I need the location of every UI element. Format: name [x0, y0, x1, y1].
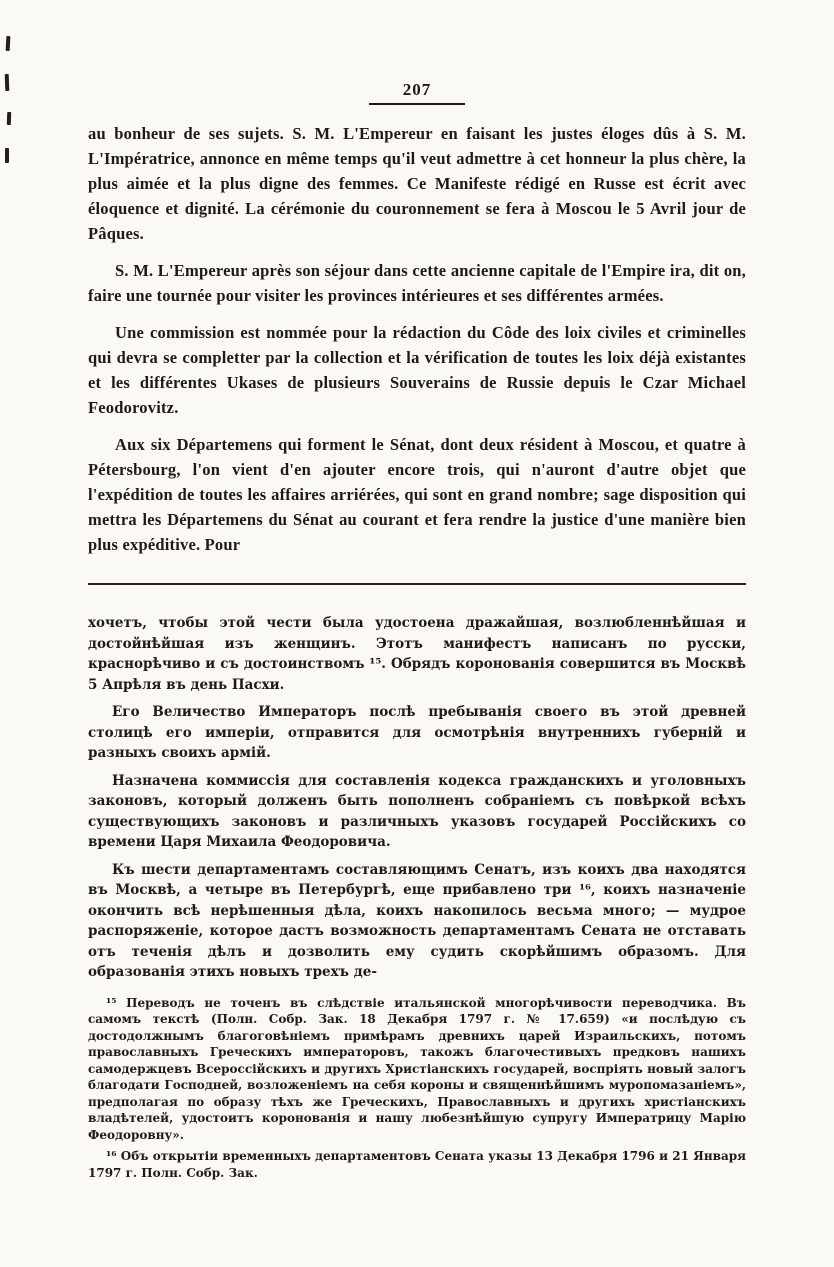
- footnotes-section: [88, 995, 746, 1182]
- french-paragraph-4: Aux six Départemens qui forment le Sénat, dont deux résident à Moscou, et quatre à Pétersbourg, l'on vient d'en ajouter encore trois, qui n'auront d'autre objet que l'expédition de toutes les affaires arriérées, qui sont en grand nombre; sage disposition qui mettra les Départemens du Sénat au courant et fera rendre la justice d'une manière bien plus expéditive. Pour: [88, 435, 746, 554]
- page-content: [88, 80, 746, 1186]
- french-paragraph-3: Une commission est nommée pour la rédaction du Côde des loix civiles et criminelles qui devra se completter par la collection et la vérification de toutes les loix déjà existantes et les différentes Ukases de plusieurs Souverains de Russie depuis le Czar Michael Feodorovitz.: [88, 323, 746, 417]
- scan-artifact: [7, 112, 11, 125]
- scan-artifact: [5, 74, 10, 91]
- russian-paragraph-3: Назначена коммиссія для составленія кодекса гражданскихъ и уголовныхъ законовъ, который долженъ быть пополненъ собраніемъ съ повѣркой всѣхъ существующихъ законовъ и различныхъ указовъ государей Россійскихъ со времени Царя Михаила Феодоровича.: [88, 772, 746, 850]
- footnote-15: ¹⁵ Переводъ не точенъ въ слѣдствіе итальянской многорѣчивости переводчика. Въ самомъ текстѣ (Полн. Собр. Зак. 18 Декабря 1797 г. № 17.659) «и послѣдую съ достодолжнымъ благоговѣніемъ примѣрамъ древнихъ царей Израильскихъ, потомъ православныхъ Греческихъ императоровъ, такожъ благочестивыхъ предковъ нашихъ самодержцевъ Всероссійскихъ и другихъ Христіанскихъ государей, воспріять новый залогъ благодати Господней, возложеніемъ на себя короны и священнѣйшимъ муропомазаніемъ», предполагая по образу тѣхъ же Греческихъ, Православныхъ и другихъ христіанскихъ владѣтелей, удостоитъ коронованія и нашу любезнѣйшую супругу Императрицу Марію Феодоровну».: [88, 995, 746, 1142]
- french-translation-section: [88, 121, 746, 557]
- page-header: [88, 80, 746, 105]
- scan-artifact: [5, 148, 9, 163]
- french-paragraph-2: S. M. L'Empereur après son séjour dans cette ancienne capitale de l'Empire ira, dit on, faire une tournée pour visiter les provinces intérieures et ses différentes armées.: [88, 261, 746, 305]
- russian-paragraph-4: Къ шести департаментамъ составляющимъ Сенатъ, изъ коихъ два находятся въ Москвѣ, а четыре въ Петербургѣ, еще прибавлено три ¹⁶, коихъ назначеніе окончить всѣ нерѣшенныя дѣла, коихъ накопилось весьма много; — мудрое распоряженіе, которое дастъ возможность департаментамъ Сената не отставать отъ теченія дѣлъ и дозволить ему судить скорѣйшимъ образомъ. Для образованія этихъ новыхъ трехъ де-: [88, 861, 746, 980]
- russian-original-section: [88, 613, 746, 983]
- section-divider: [88, 583, 746, 585]
- footnote-16: ¹⁶ Объ открытіи временныхъ департаментовъ Сената указы 13 Декабря 1796 и 21 Января 1797 г. Полн. Собр. Зак.: [88, 1149, 746, 1180]
- scan-artifact: [6, 36, 11, 51]
- russian-paragraph-2: Его Величество Императоръ послѣ пребыванія своего въ этой древней столицѣ его имперіи, отправится для осмотрѣнія внутреннихъ губерній и разныхъ своихъ армій.: [88, 704, 746, 761]
- french-paragraph-1: au bonheur de ses sujets. S. M. L'Empereur en faisant les justes éloges dûs à S. M. L'Impératrice, annonce en même temps qu'il veut admettre à cet honneur la plus chère, la plus aimée et la plus digne des femmes. Ce Manifeste rédigé en Russe est écrit avec éloquence et dignité. La cérémonie du couronnement se fera à Moscou le 5 Avril jour de Pâques.: [88, 124, 746, 243]
- page-number: 207: [369, 80, 466, 105]
- russian-paragraph-1: хочетъ, чтобы этой чести была удостоена дражайшая, возлюбленнѣйшая и достойнѣйшая изъ женщинъ. Этотъ манифестъ написанъ по русски, краснорѣчиво и съ достоинствомъ ¹⁵. Обрядъ коронованія совершится въ Москвѣ 5 Апрѣля въ день Пасхи.: [88, 615, 746, 693]
